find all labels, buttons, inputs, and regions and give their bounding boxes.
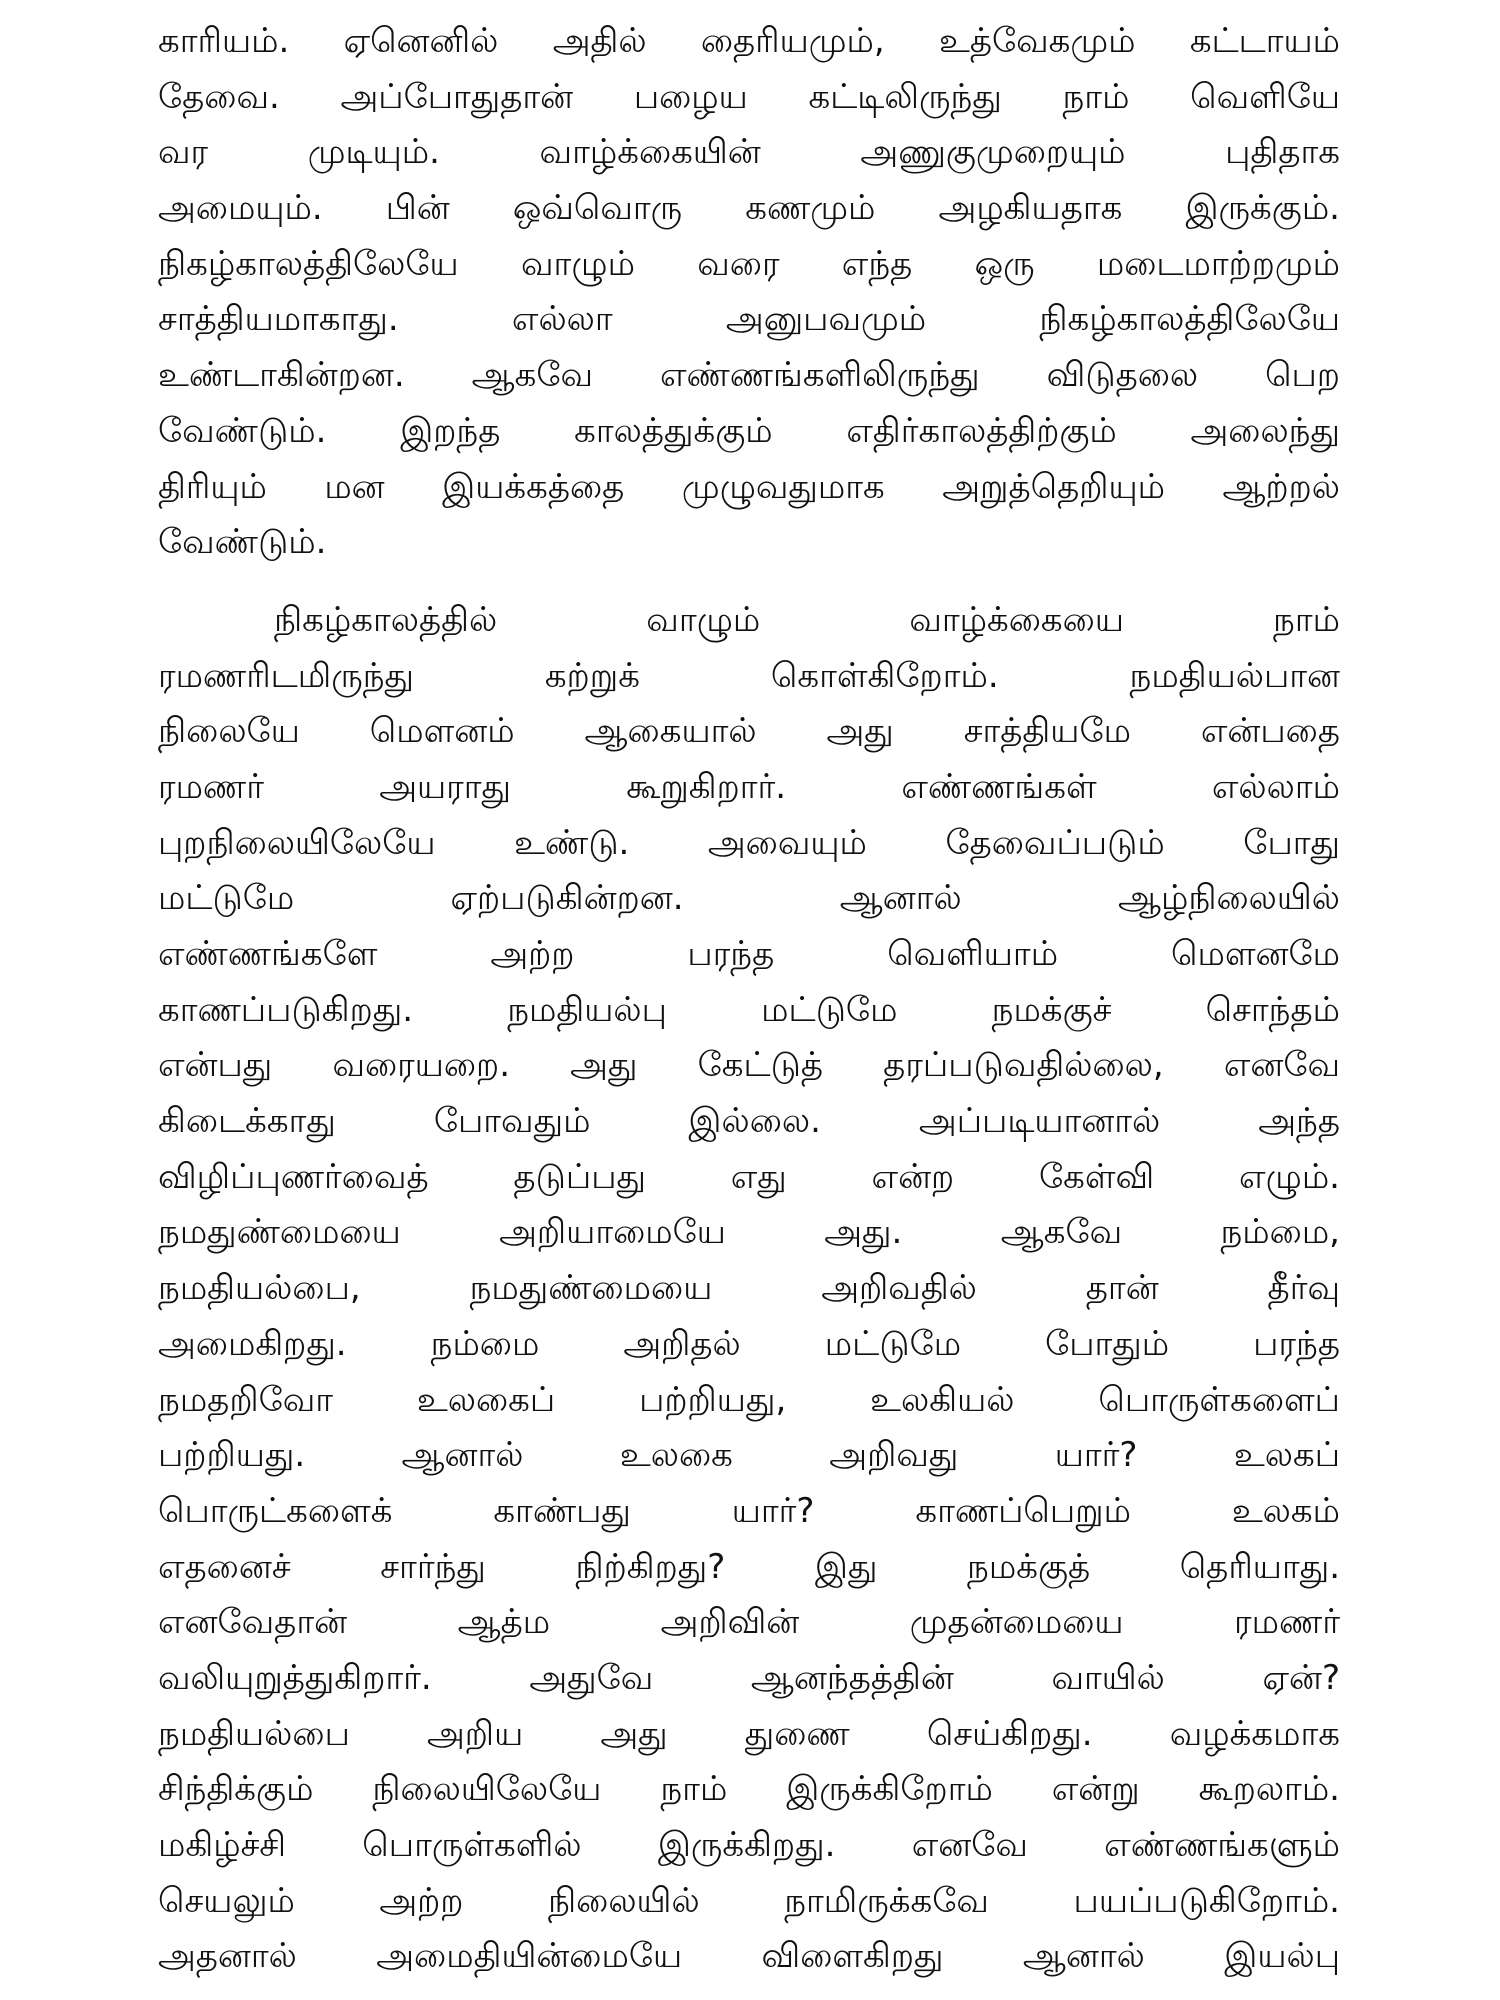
text-line: நிகழ்காலத்தில் வாழும் வாழ்க்கையை நாம் (274, 599, 1340, 640)
text-line: அமையும். பின் ஒவ்வொரு கணமும் அழகியதாக இருக்கும். (158, 188, 1340, 229)
text-line: தேவை. அப்போதுதான் பழைய கட்டிலிருந்து நாம் வெளியே (158, 76, 1340, 117)
paragraph-1 (158, 14, 1340, 571)
text-line: வலியுறுத்துகிறார். அதுவே ஆனந்தத்தின் வாயில் ஏன்? (158, 1657, 1340, 1698)
text-line: எதனைச் சார்ந்து நிற்கிறது? இது நமக்குத் தெரியாது. (158, 1546, 1340, 1587)
text-line: எனவேதான் ஆத்ம அறிவின் முதன்மையை ரமணர் (158, 1602, 1340, 1643)
text-line: வர முடியும். வாழ்க்கையின் அணுகுமுறையும் புதிதாக (158, 132, 1340, 173)
text-line: நமதியல்பை, நமதுண்மையை அறிவதில் தான் தீர்வு (158, 1268, 1340, 1309)
text-line: அதனால் அமைதியின்மையே விளைகிறது ஆனால் இயல்பு (158, 1936, 1340, 1977)
text-line: வேண்டும். இறந்த காலத்துக்கும் எதிர்காலத்திற்கும் அலைந்து (158, 410, 1340, 451)
text-line: திரியும் மன இயக்கத்தை முழுவதுமாக அறுத்தெறியும் ஆற்றல் (158, 466, 1340, 507)
text-line: நிகழ்காலத்திலேயே வாழும் வரை எந்த ஒரு மடைமாற்றமும் (158, 243, 1340, 284)
text-line: காணப்படுகிறது. நமதியல்பு மட்டுமே நமக்குச் சொந்தம் (158, 989, 1340, 1030)
text-line: புறநிலையிலேயே உண்டு. அவையும் தேவைப்படும் போது (158, 822, 1340, 863)
text-line: ரமணரிடமிருந்து கற்றுக் கொள்கிறோம். நமதியல்பான (158, 655, 1340, 696)
text-line: அமைகிறது. நம்மை அறிதல் மட்டுமே போதும் பரந்த (158, 1323, 1340, 1364)
text-line: நமதியல்பை அறிய அது துணை செய்கிறது. வழக்கமாக (158, 1713, 1340, 1754)
text-line: சாத்தியமாகாது. எல்லா அனுபவமும் நிகழ்காலத்திலேயே (158, 299, 1340, 340)
text-line: மகிழ்ச்சி பொருள்களில் இருக்கிறது. எனவே எண்ணங்களும் (158, 1825, 1340, 1865)
document-page (158, 14, 1340, 1985)
text-line: நமதுண்மையை அறியாமையே அது. ஆகவே நம்மை, (158, 1212, 1340, 1253)
text-line: மட்டுமே ஏற்படுகின்றன. ஆனால் ஆழ்நிலையில் (158, 878, 1340, 919)
text-line: பொருட்களைக் காண்பது யார்? காணப்பெறும் உலகம் (158, 1490, 1340, 1531)
text-line: வேண்டும். (158, 522, 327, 563)
paragraph-spacer (158, 571, 1340, 593)
text-line: சிந்திக்கும் நிலையிலேயே நாம் இருக்கிறோம் என்று கூறலாம். (158, 1769, 1340, 1810)
text-line: எண்ணங்களே அற்ற பரந்த வெளியாம் மௌனமே (158, 934, 1340, 974)
text-line: நமதறிவோ உலகைப் பற்றியது, உலகியல் பொருள்களைப் (158, 1379, 1340, 1420)
text-line: நிலையே மௌனம் ஆகையால் அது சாத்தியமே என்பதை (158, 711, 1340, 752)
paragraph-2 (158, 593, 1340, 1985)
text-line: காரியம். ஏனெனில் அதில் தைரியமும், உத்வேகமும் கட்டாயம் (158, 21, 1340, 61)
text-line: கிடைக்காது போவதும் இல்லை. அப்படியானால் அந்த (158, 1101, 1340, 1142)
text-line: ரமணர் அயராது கூறுகிறார். எண்ணங்கள் எல்லாம் (158, 766, 1340, 807)
text-line: பற்றியது. ஆனால் உலகை அறிவது யார்? உலகப் (158, 1435, 1340, 1476)
text-line: விழிப்புணர்வைத் தடுப்பது எது என்ற கேள்வி எழும். (158, 1156, 1340, 1197)
text-line: உண்டாகின்றன. ஆகவே எண்ணங்களிலிருந்து விடுதலை பெற (158, 355, 1340, 396)
text-line: செயலும் அற்ற நிலையில் நாமிருக்கவே பயப்படுகிறோம். (158, 1880, 1340, 1921)
text-line: என்பது வரையறை. அது கேட்டுத் தரப்படுவதில்லை, எனவே (158, 1045, 1340, 1086)
